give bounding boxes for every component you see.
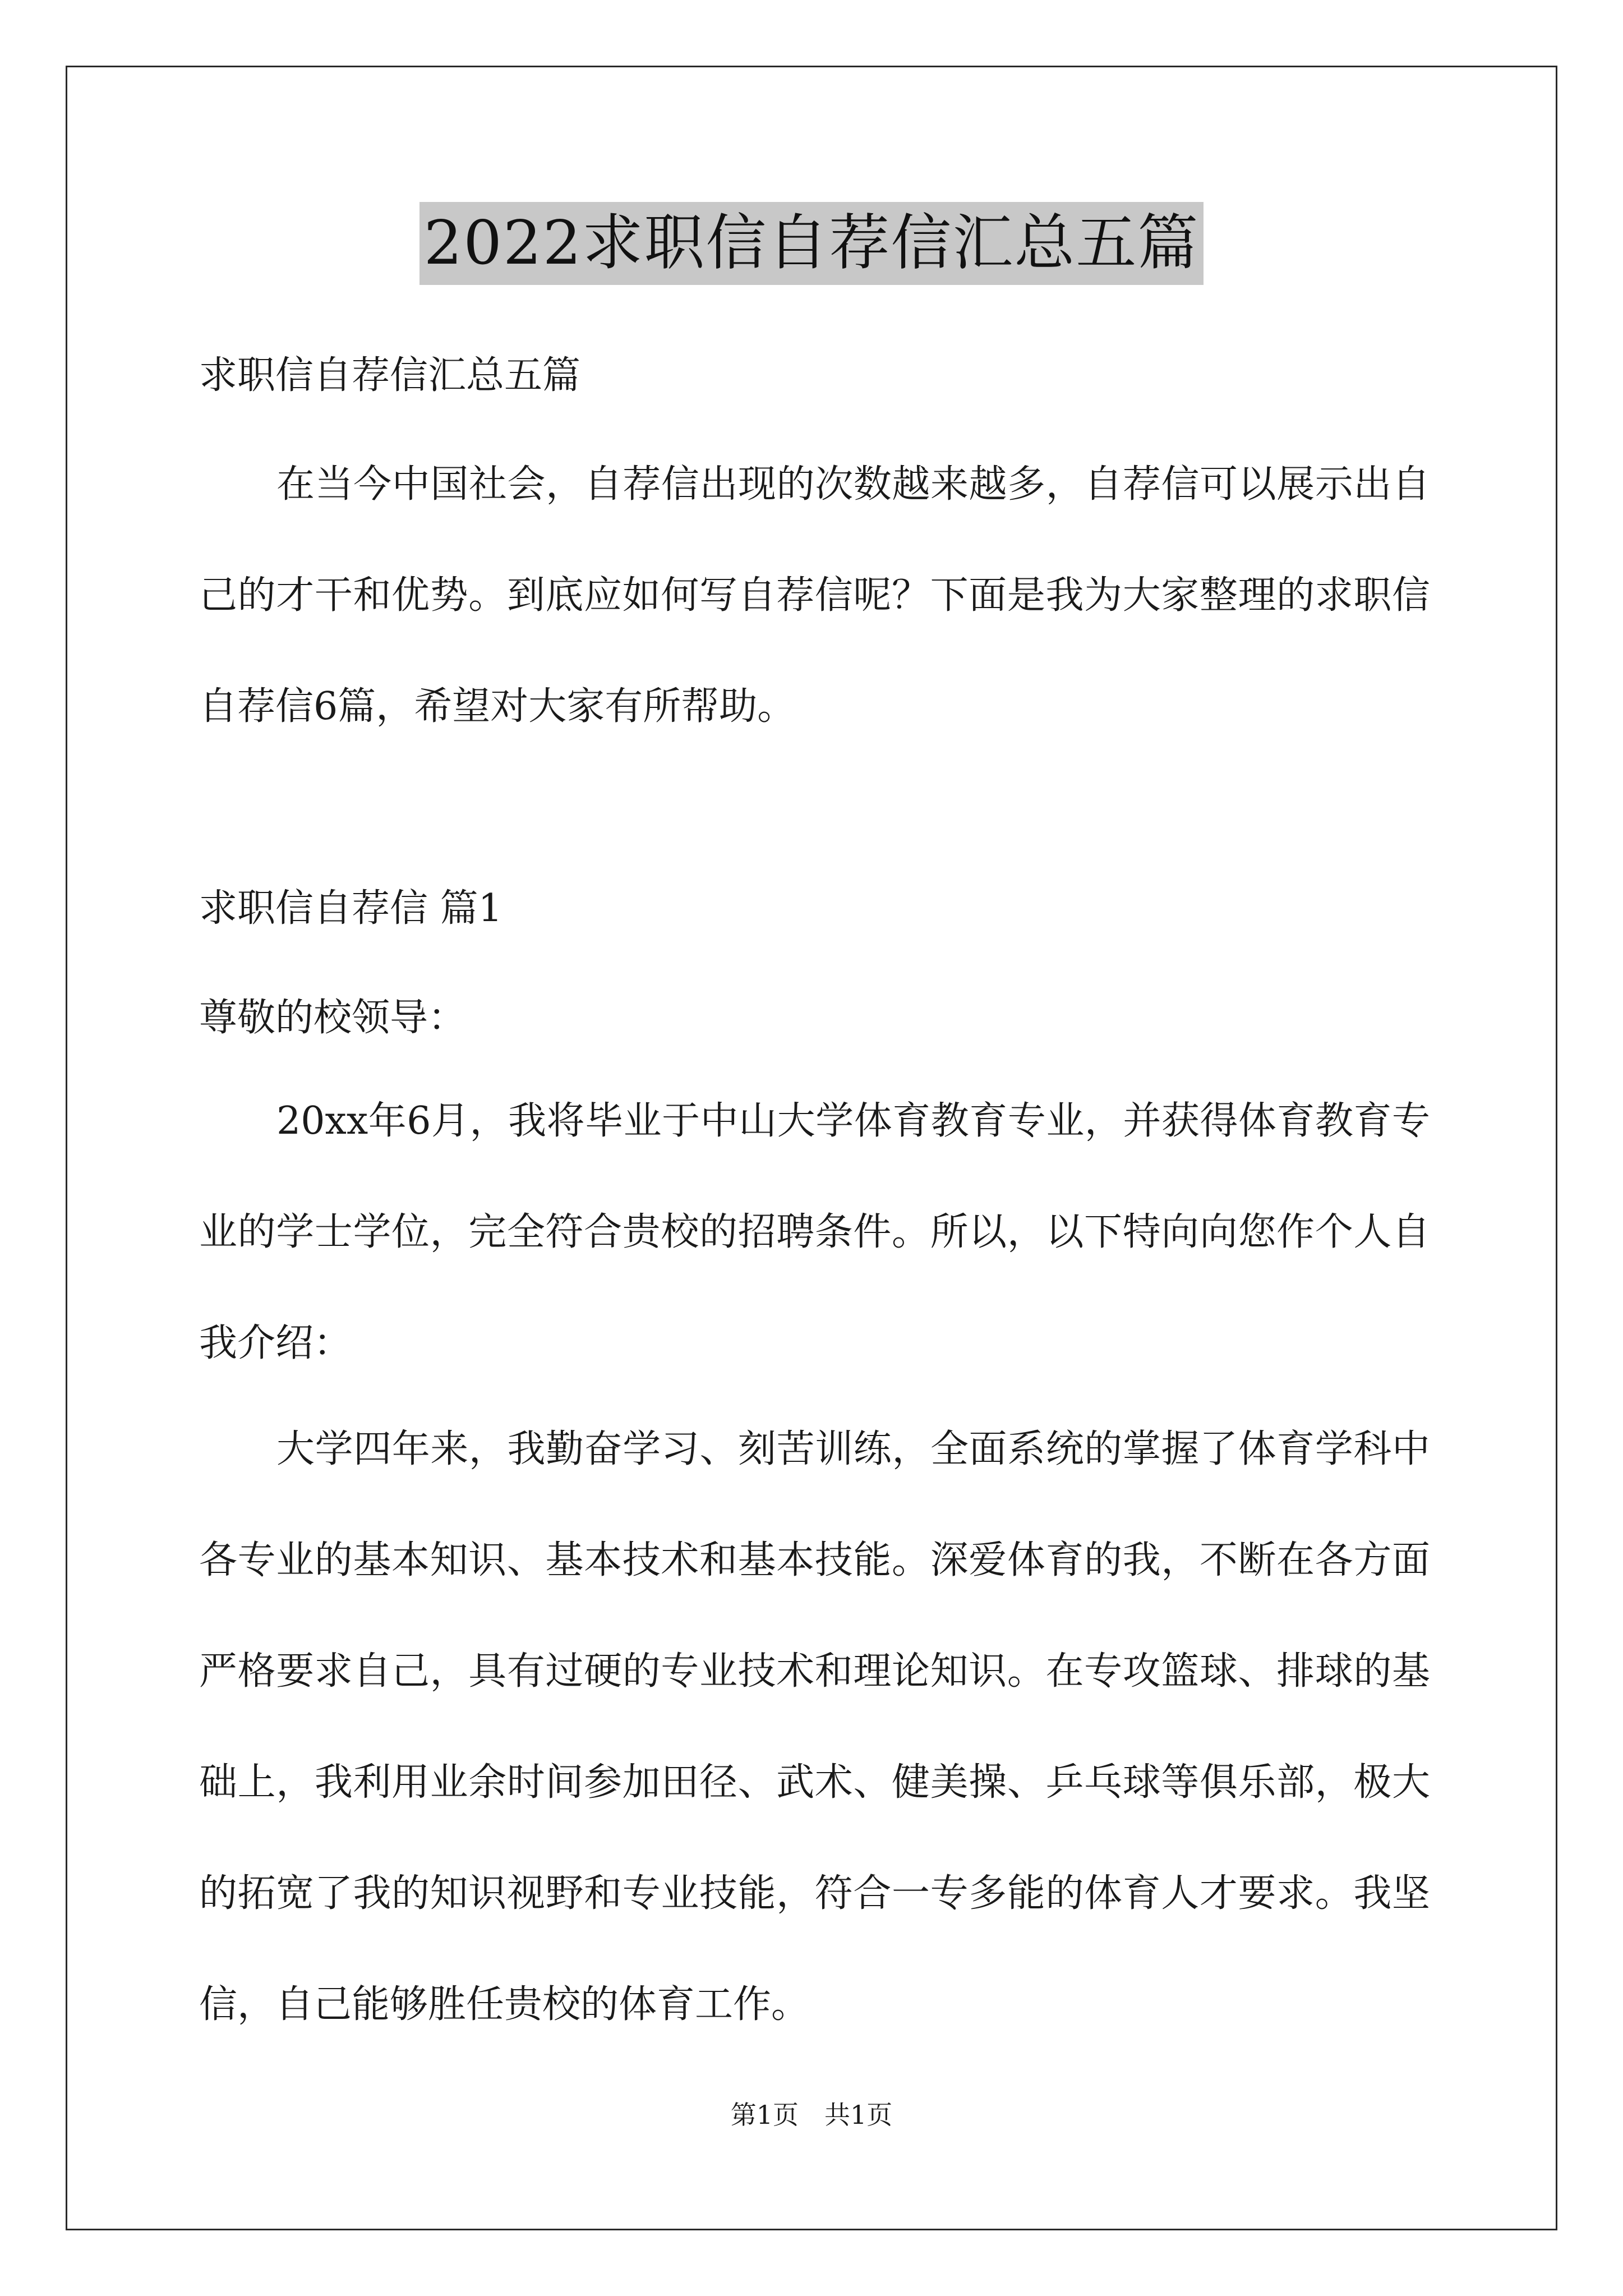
document-title: 2022求职信自荐信汇总五篇 [419,202,1204,285]
page-footer: 第1页 共1页 [730,2100,893,2130]
document-subtitle: 求职信自荐信汇总五篇 [199,353,581,398]
salutation: 尊敬的校领导： [199,996,467,1040]
intro-paragraph: 在当今中国社会，自荐信出现的次数越来越多，自荐信可以展示出自己的才干和优势。到底应如何写自荐信呢？下面是我为大家整理的求职信自荐信6篇，希望对大家有所帮助。 [199,462,1430,729]
section-heading: 求职信自荐信 篇1 [199,886,502,931]
body-paragraph-1: 20xx年6月，我将毕业于中山大学体育教育专业，并获得体育教育专业的学士学位，完全符合贵校的招聘条件。所以，以下特向向您作个人自我介绍： [199,1099,1430,1365]
body-paragraph-2: 大学四年来，我勤奋学习、刻苦训练，全面系统的掌握了体育学科中各专业的基本知识、基本技术和基本技能。深爱体育的我，不断在各方面严格要求自己，具有过硬的专业技术和理论知识。在专攻篮球、排球的基础上，我利用业余时间参加田径、武术、健美操、乒乓球等俱乐部，极大的拓宽了我的知识视野和专业技能，符合一专多能的体育人才要求。我坚信，自己能够胜任贵校的体育工作。 [199,1427,1430,2027]
title-container [0,202,1623,285]
